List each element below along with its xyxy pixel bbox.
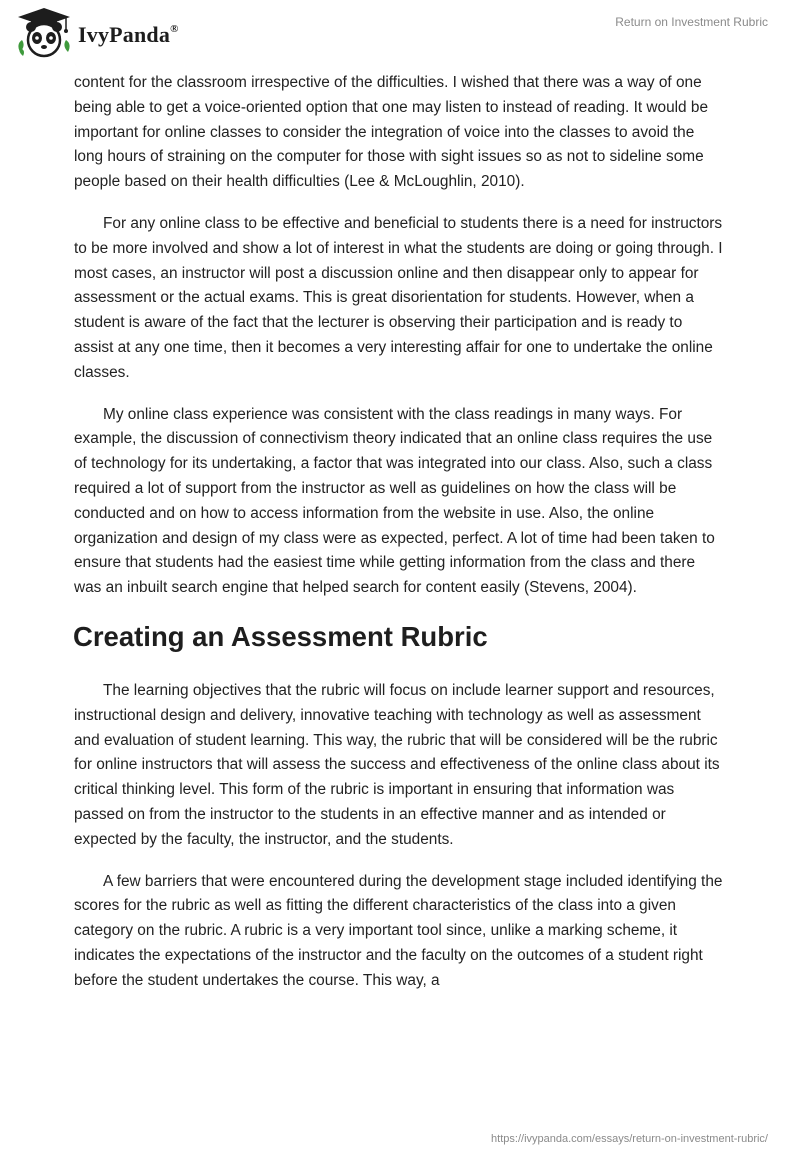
paragraph-1: content for the classroom irrespective of the difficulties. I wished that there was a way of one being able to get a voice-oriented option that one may listen to instead of reading. It would be important for online classes to consider the integration of voice into the classes to avoid the long hours of straining on the computer for those with sight issues so as not to sideline some people based on their health difficulties (Lee & McLoughlin, 2010). <box>74 74 708 191</box>
section-heading: Creating an Assessment Rubric <box>73 620 488 652</box>
page-header <box>0 0 800 70</box>
brand-name-text: IvyPanda <box>78 22 171 47</box>
paragraph-5: A few barriers that were encountered during the development stage included identifying the scores for the rubric as well as fitting the different characteristics of the class into a given category on the rubric. A rubric is a very important tool since, unlike a marking scheme, it indicates the expectations of the instructor and the faculty on the outcomes of a student right before the student undertakes the course. This way, a <box>74 872 723 989</box>
ivypanda-logo-icon[interactable] <box>14 6 80 60</box>
paragraph-2: For any online class to be effective and beneficial to students there is a need for instructors to be more involved and show a lot of interest in what the students are doing or going through. I most cases, an instructor will post a discussion online and then disappear only to appear for assessment or the actual exams. This is great disorientation for students. However, when a student is aware of the fact that the lecturer is observing their participation and is ready to assist at any one time, then it becomes a very interesting affair for one to undertake the online classes. <box>74 214 723 381</box>
essay-content <box>74 71 724 1011</box>
document-title: Return on Investment Rubric <box>615 15 768 29</box>
paragraph-3: My online class experience was consistent with the class readings in many ways. For example, the discussion of connectivism theory indicated that an online class requires the use of technology for its undertaking, a factor that was integrated into our class. Also, such a class required a lot of support from the instructor as well as guidelines on how the class will be conducted and on how to access information from the website in use. Also, the online organization and design of my class were as expected, perfect. A lot of time had been taken to ensure that students had the easiest time while getting information from the class and there was an inbuilt search engine that helped search for content easily (Stevens, 2004). <box>74 405 715 597</box>
brand-name[interactable] <box>78 22 179 48</box>
footer-url[interactable]: https://ivypanda.com/essays/return-on-investment-rubric/ <box>491 1133 768 1145</box>
registered-mark: ® <box>170 22 179 35</box>
paragraph-4: The learning objectives that the rubric will focus on include learner support and resources, instructional design and delivery, innovative teaching with technology as well as assessment and evaluation of student learning. This way, the rubric that will be considered will be the rubric for online instructors that will assess the success and effectiveness of the online class about its critical thinking level. This form of the rubric is important in ensuring that information was passed on from the instructor to the students in an effective manner and as intended or expected by the faculty, the instructor, and the students. <box>74 681 720 848</box>
